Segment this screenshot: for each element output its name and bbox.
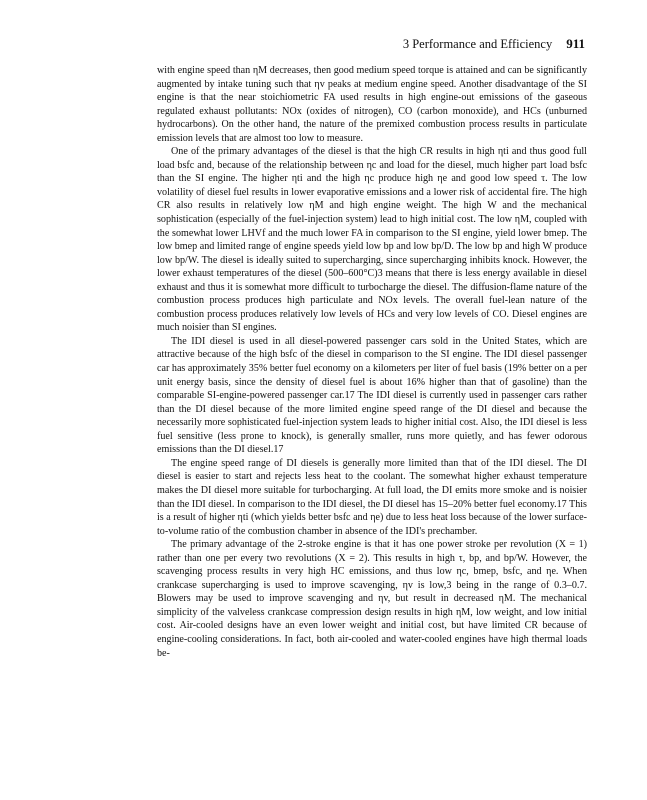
paragraph: One of the primary advantages of the diesel is that the high CR results in high ηti and thus good full load bsfc and, because of the relationship between ηc and load for the diesel, much higher part load bsfc than the SI engine. The higher ηti and the high ηc produce high ηe and good low speed τ. The low volatility of diesel fuel results in lower evaporative emissions and a lower risk of accidental fire. The high CR also results in relatively low ηM and high engine weight. The high W and the mechanical sophistication (especially of the fuel-injection system) lead to high initial cost. The low ηM, coupled with the somewhat lower LHVf and the much lower FA in comparison to the SI engine, yield lower bmep. The low bmep and limited range of engine speeds yield low bp and low bp/D. The low bp and high W produce low bp/W. The diesel is ideally suited to supercharging, since supercharging inhibits knock. However, the lower exhaust temperatures of the diesel (500–600°C)3 means that there is less energy available in diesel exhaust and thus it is somewhat more difficult to turbocharge the diesel. The diffusion-flame nature of the combustion process produces high particulate and NOx levels. The overall fuel-lean nature of the combustion process produces relatively low levels of HCs and very low levels of CO. Diesel engines are much noisier than SI engines. (157, 146, 587, 334)
paragraph: The IDI diesel is used in all diesel-powered passenger cars sold in the United States, which are attractive because of the high bsfc of the diesel in comparison to the SI engine. The IDI diesel passenger car has approximately 35% better fuel economy on a kilometers per liter of fuel basis (19% better on a per unit energy basis, since the density of diesel fuel is about 16% higher than that of gasoline) than the comparable SI-engine-powered passenger car.17 The IDI diesel is currently used in passenger cars rather than the DI diesel because of the more limited engine speed range of the DI diesel and because the necessarily more sophisticated fuel-injection system leads to higher initial cost. Also, the IDI diesel is less fuel sensitive (less prone to knock), is generally smaller, runs more quietly, and has fewer odorous emissions than the DI diesel.17 (157, 335, 587, 456)
section-title: 3 Performance and Efficiency (402, 37, 553, 51)
running-header (403, 36, 585, 52)
body-text (157, 64, 587, 660)
paragraph: The engine speed range of DI diesels is generally more limited than that of the IDI diesel. The DI diesel is easier to start and rejects less heat to the coolant. The somewhat higher exhaust temperature makes the DI diesel more suitable for turbocharging. At full load, the DI emits more smoke and is noisier than the IDI diesel. In comparison to the IDI diesel, the DI diesel has 15–20% better fuel economy.17 This is a result of higher ηti (which yields better bsfc and ηe) due to less heat loss because of the lower surface-to-volume ratio of the combustion chamber in absence of the IDI's prechamber. (157, 457, 587, 537)
paragraph: with engine speed than ηM decreases, then good medium speed torque is attained and can be significantly augmented by intake tuning such that ηv peaks at medium engine speed. Another disadvantage of the SI engine is that the near stoichiometric FA used results in high engine-out emissions of the gaseous regulated exhaust pollutants: NOx (oxides of nitrogen), CO (carbon monoxide), and HCs (unburned hydrocarbons). On the other hand, the nature of the premixed combustion process results in particulate emission levels that are almost too low to measure. (157, 65, 587, 144)
page-number: 911 (566, 36, 585, 51)
paragraph: The primary advantage of the 2-stroke engine is that it has one power stroke per revolution (X = 1) rather than one per every two revolutions (X = 2). This results in high τ, bp, and bp/W. However, the scavenging process results in very high HC emissions, and thus low ηc, bmep, bsfc, and ηe. When crankcase supercharging is used to improve scavenging, ηv is low,3 being in the range of 0.3–0.7. Blowers may be used to improve scavenging and ηv, but result in decreased ηM. The mechanical simplicity of the valveless crankcase compression design results in high ηM, low weight, and low initial cost. Air-cooled designs have an even lower weight and initial cost, but have limited CR because of engine-cooling considerations. In fact, both air-cooled and water-cooled engines have high thermal loads be- (157, 539, 587, 659)
